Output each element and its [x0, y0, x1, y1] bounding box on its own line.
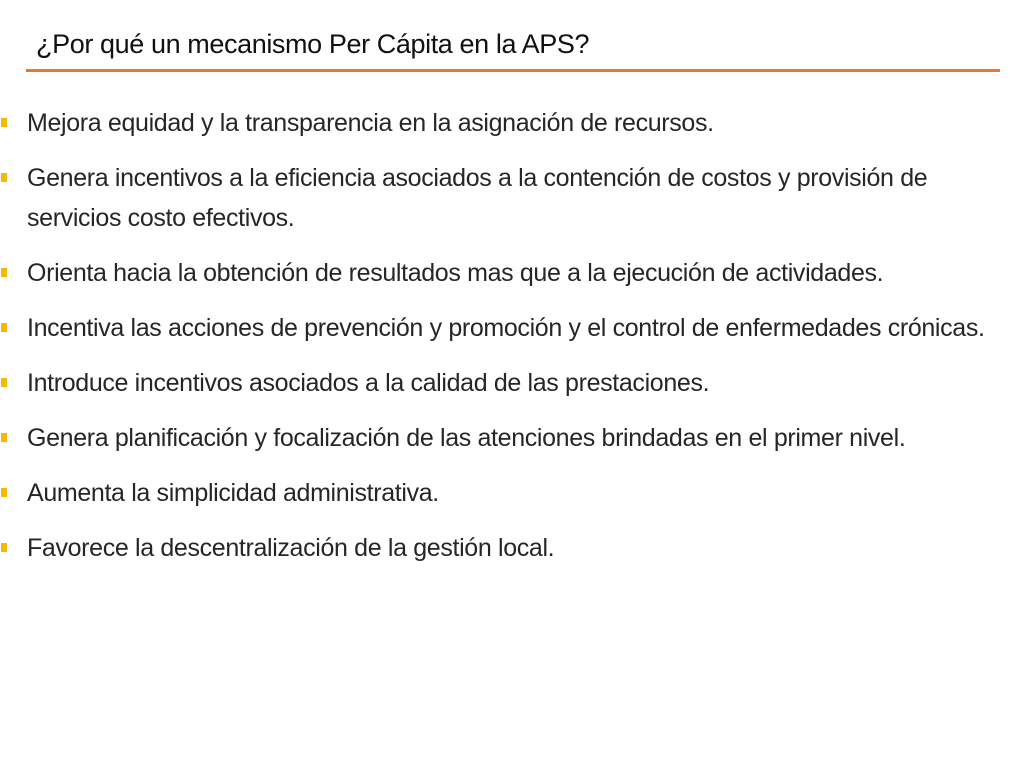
bullet-item: [0, 308, 1010, 348]
bullet-text: Incentiva las acciones de prevención y promoción y el control de enfermedades crónicas.: [27, 314, 985, 342]
bullet-text: Introduce incentivos asociados a la calidad de las prestaciones.: [27, 369, 710, 397]
bullet-item: [0, 418, 1010, 458]
square-bullet-icon: [1, 268, 7, 277]
square-bullet-icon: [1, 323, 7, 332]
bullet-item: [0, 253, 1010, 293]
bullet-item: [0, 158, 1010, 238]
square-bullet-icon: [1, 378, 7, 387]
bullet-text: Favorece la descentralización de la gestión local.: [27, 534, 555, 562]
slide-title: ¿Por qué un mecanismo Per Cápita en la APS?: [36, 29, 590, 59]
title-underline: [26, 69, 1000, 72]
bullet-text: Genera planificación y focalización de las atenciones brindadas en el primer nivel.: [27, 424, 906, 452]
square-bullet-icon: [1, 488, 7, 497]
square-bullet-icon: [1, 173, 7, 182]
bullet-list: [0, 103, 1010, 583]
bullet-text: Aumenta la simplicidad administrativa.: [27, 479, 439, 507]
bullet-item: [0, 363, 1010, 403]
bullet-item: [0, 528, 1010, 568]
bullet-text: Genera incentivos a la eficiencia asociados a la contención de costos y provisión de servicios costo efectivos.: [27, 164, 928, 232]
square-bullet-icon: [1, 543, 7, 552]
bullet-text: Mejora equidad y la transparencia en la asignación de recursos.: [27, 109, 714, 137]
bullet-text: Orienta hacia la obtención de resultados mas que a la ejecución de actividades.: [27, 259, 884, 287]
square-bullet-icon: [1, 433, 7, 442]
square-bullet-icon: [1, 118, 7, 127]
bullet-item: [0, 473, 1010, 513]
bullet-item: [0, 103, 1010, 143]
